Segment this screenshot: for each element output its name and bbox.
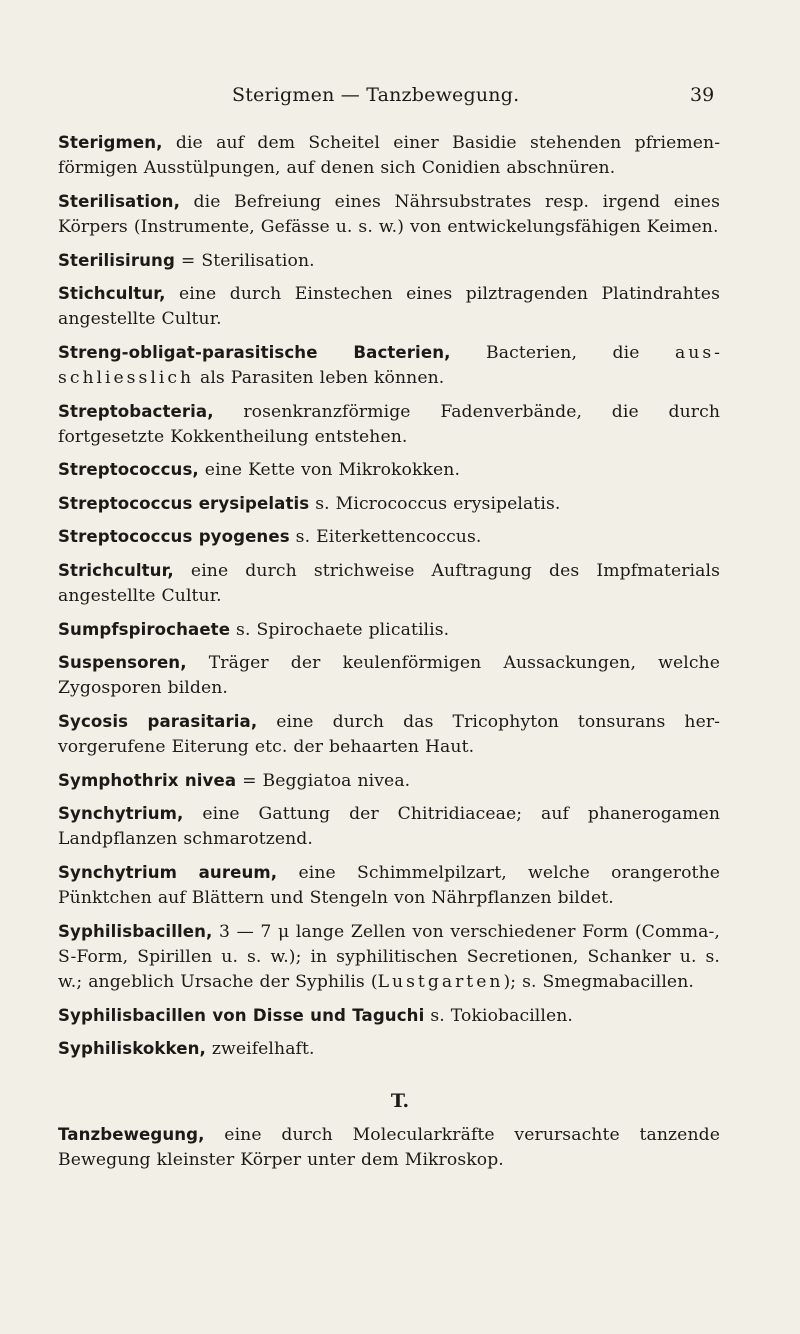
glossary-entries	[58, 130, 720, 1070]
headword: Syphiliskokken,	[58, 1039, 206, 1059]
definition: s. Spirochaete plicatilis.	[230, 619, 450, 640]
definition: eine durch Molecularkräfte verursachte tanzende Bewegung kleinster Körper unter dem Mikroskop.	[58, 1125, 720, 1171]
headword: Synchytrium aureum,	[58, 862, 278, 882]
entry-sterilisation	[58, 189, 720, 241]
definition: zweifelhaft.	[205, 1039, 315, 1060]
entry-streng-obligat-parasitische-bacterien	[58, 340, 720, 392]
entry-synchytrium-aureum	[58, 860, 720, 912]
headword: Streptobacteria,	[58, 401, 214, 421]
headword: Streptococcus,	[58, 460, 199, 480]
entry-streptococcus	[58, 457, 720, 483]
headword: Streptococcus erysipelatis	[58, 493, 310, 513]
entry-synchytrium	[58, 801, 720, 853]
definition: Träger der keulenförmigen Aussackungen, welche Zygosporen bilden.	[58, 653, 720, 699]
definition-start: Bacterien, die	[450, 342, 676, 363]
entry-strichcultur	[58, 558, 720, 610]
entry-sumpfspirochaete	[58, 617, 720, 643]
definition: s. Eiterkettencoccus.	[289, 527, 482, 548]
headword: Sterilisation,	[58, 191, 180, 211]
headword: Strichcultur,	[58, 560, 174, 580]
entry-sterigmen	[58, 130, 720, 182]
entry-streptobacteria	[58, 399, 720, 451]
definition: = Beggiatoa nivea.	[236, 770, 411, 791]
headword: Sterilisirung	[58, 250, 175, 270]
entry-suspensoren	[58, 650, 720, 702]
entry-syphilisbacillen	[58, 919, 720, 996]
entry-tanzbewegung	[58, 1122, 720, 1174]
section-letter-heading: T.	[390, 1090, 410, 1112]
definition: eine Kette von Mikrokokken.	[198, 460, 461, 481]
headword: Synchytrium,	[58, 804, 184, 824]
definition: eine durch Einstechen eines pilztragenden Platindrahtes angestellte Cultur.	[58, 284, 720, 330]
entry-sycosis-parasitaria	[58, 709, 720, 761]
headword: Symphothrix nivea	[58, 770, 237, 790]
definition: die Befreiung eines Nährsubstrates resp. irgend eines Körpers (Instrumente, Gefässe u. s. w.) von entwickelungsfähigen Keimen.	[58, 191, 720, 238]
headword: Tanzbewegung,	[58, 1125, 205, 1144]
headword: Syphilisbacillen von Disse und Taguchi	[58, 1005, 425, 1025]
entry-streptococcus-erysipelatis	[58, 491, 720, 517]
headword: Streptococcus pyogenes	[58, 527, 290, 547]
spaced-emphasis: ausschliesslich	[58, 342, 720, 389]
definition: eine durch das Tricophyton tonsurans hervorgerufene Eiterung etc. der behaarten Haut.	[58, 711, 720, 758]
definition-start: 3 — 7 μ lange Zellen von verschiedener Form (Comma-, S-Form, Spirillen u. s. w.); in syphilitischen Secretionen, Schanker u. s. w.; angeblich Ursache der Syphilis (	[58, 921, 720, 993]
definition: eine durch strichweise Auftragung des Impfmaterials angestellte Cultur.	[58, 560, 720, 607]
definition: s. Tokiobacillen.	[424, 1005, 573, 1026]
headword: Sycosis parasitaria,	[58, 711, 258, 731]
definition: die auf dem Scheitel einer Basidie stehenden pfriemenförmigen Ausstülpungen, auf denen sich Conidien abschnüren.	[58, 133, 720, 179]
definition: s. Micrococcus erysipelatis.	[309, 493, 561, 514]
definition-end: ); s. Smegmabacillen.	[503, 972, 694, 993]
headword: Stichcultur,	[58, 284, 166, 304]
running-title: Sterigmen — Tanzbewegung.	[232, 84, 520, 106]
entry-stichcultur	[58, 281, 720, 333]
headword: Sterigmen,	[58, 133, 163, 152]
entry-streptococcus-pyogenes	[58, 524, 720, 550]
entry-syphiliskokken	[58, 1036, 720, 1062]
spaced-emphasis: Lustgarten	[377, 972, 504, 993]
definition: = Sterilisation.	[174, 250, 315, 271]
section-t-entries	[58, 1122, 720, 1181]
entry-symphothrix-nivea	[58, 768, 720, 794]
definition: rosenkranzförmige Fadenverbände, die durch fortgesetzte Kokkentheilung entstehen.	[58, 401, 720, 447]
headword: Streng-obligat-parasitische Bacterien,	[58, 342, 451, 362]
headword: Sumpfspirochaete	[58, 619, 231, 639]
page-number: 39	[690, 84, 715, 106]
entry-sterilisirung	[58, 248, 720, 274]
entry-syphilisbacillen-disse-taguchi	[58, 1003, 720, 1029]
running-head	[0, 84, 800, 116]
definition: eine Schimmelpilzart, welche orangerothe Pünktchen auf Blättern und Stengeln von Nährpflanzen bildet.	[58, 862, 721, 909]
definition: eine Gattung der Chitridiaceae; auf phanerogamen Landpflanzen schmarotzend.	[58, 804, 720, 850]
headword: Suspensoren,	[58, 653, 187, 673]
headword: Syphilisbacillen,	[58, 921, 213, 941]
definition-end: als Parasiten leben können.	[194, 368, 445, 389]
